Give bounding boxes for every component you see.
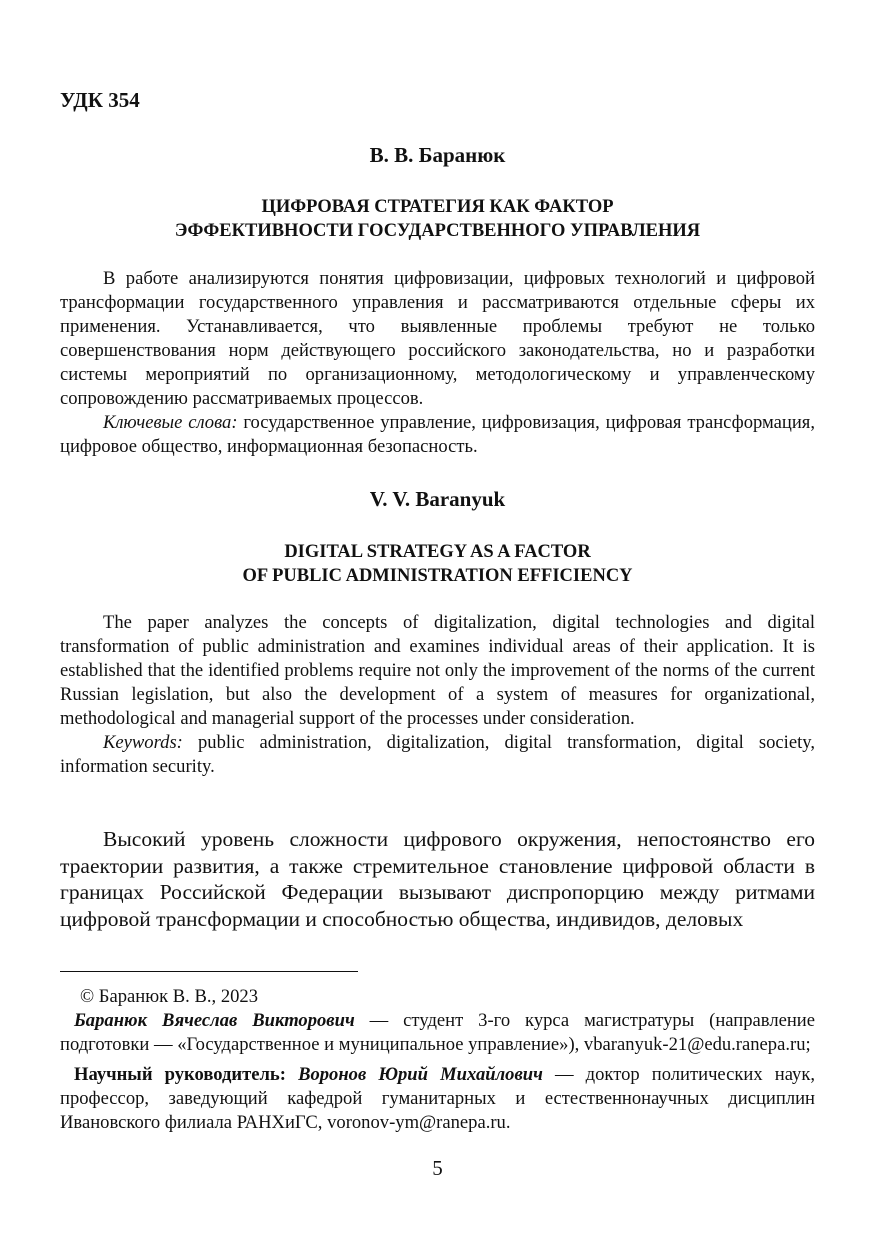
title-en-line2: OF PUBLIC ADMINISTRATION EFFICIENCY [242,566,633,586]
footnote-copyright: © Баранюк В. В., 2023 [80,986,259,1007]
keywords-en-label: Keywords: [103,732,183,753]
keywords-en [60,731,815,779]
keywords-ru [60,411,815,459]
abstract-en-text: The paper analyzes the concepts of digitalization, digital technologies and digital transformation of public administration and examines individual areas of their application. It is established that the identified problems require not only the improvement of the norms of the current Russian legislation, but also the development of a system of measures for organizational, methodological and managerial support of the processes under consideration. [60,612,815,729]
title-ru-line1: ЦИФРОВАЯ СТРАТЕГИЯ КАК ФАКТОР [261,197,614,217]
author-en: V. V. Baranyuk [369,487,506,511]
footnote-supervisor [60,1063,815,1135]
abstract-ru [60,267,815,459]
footnote-supervisor-info: — доктор политических наук, профессор, заведующий кафедрой гуманитарных и естественнонаучных дисциплин Ивановского филиала РАНХиГС, voronov-ym@ranepa.ru. [60,1064,815,1133]
keywords-ru-text: государственное управление, цифровизация, цифровая трансформация, цифровое общество, информационная безопасность. [60,412,816,457]
udc-code: УДК 354 [60,88,140,112]
footnote-author-name: Баранюк Вячеслав Викторович [74,1010,355,1031]
footnote-divider [60,971,358,972]
footnote-author [60,1009,815,1057]
footnote-supervisor-label: Научный руководитель: [74,1064,286,1085]
footnotes [60,985,815,1135]
title-en [60,540,815,588]
abstract-ru-text: В работе анализируются понятия цифровизации, цифровых технологий и цифровой трансформации государственного управления и рассматриваются отдельные сферы их применения. Устанавливается, что выявленные проблемы требуют не только совершенствования норм действующего российского законодательства, но и разработки системы мероприятий по организационному, методологическому и управленческому сопровождению рассматриваемых процессов. [60,268,815,409]
body-paragraph: Высокий уровень сложности цифрового окружения, непостоянство его траектории развития, а также стремительное становление цифровой области в границах Российской Федерации вызывают диспропорцию между ритмами цифровой трансформации и способностью общества, индивидов, деловых [60,827,815,931]
page-number: 5 [432,1156,443,1180]
title-en-line1: DIGITAL STRATEGY AS A FACTOR [284,542,591,562]
title-ru-line2: ЭФФЕКТИВНОСТИ ГОСУДАРСТВЕННОГО УПРАВЛЕНИЯ [174,221,701,241]
abstract-en [60,611,815,779]
footnote-supervisor-name: Воронов Юрий Михайлович [298,1064,543,1085]
title-ru [60,195,815,243]
footnote-author-info: — студент 3-го курса магистратуры (направление подготовки — «Государственное и муниципальное управление»), vbaranyuk-21@edu.ranepa.ru; [60,1010,815,1055]
keywords-en-text: public administration, digitalization, digital transformation, digital society, information security. [60,732,815,777]
body-text [60,826,815,932]
keywords-ru-label: Ключевые слова: [103,412,238,433]
author-ru: В. В. Баранюк [369,143,506,167]
